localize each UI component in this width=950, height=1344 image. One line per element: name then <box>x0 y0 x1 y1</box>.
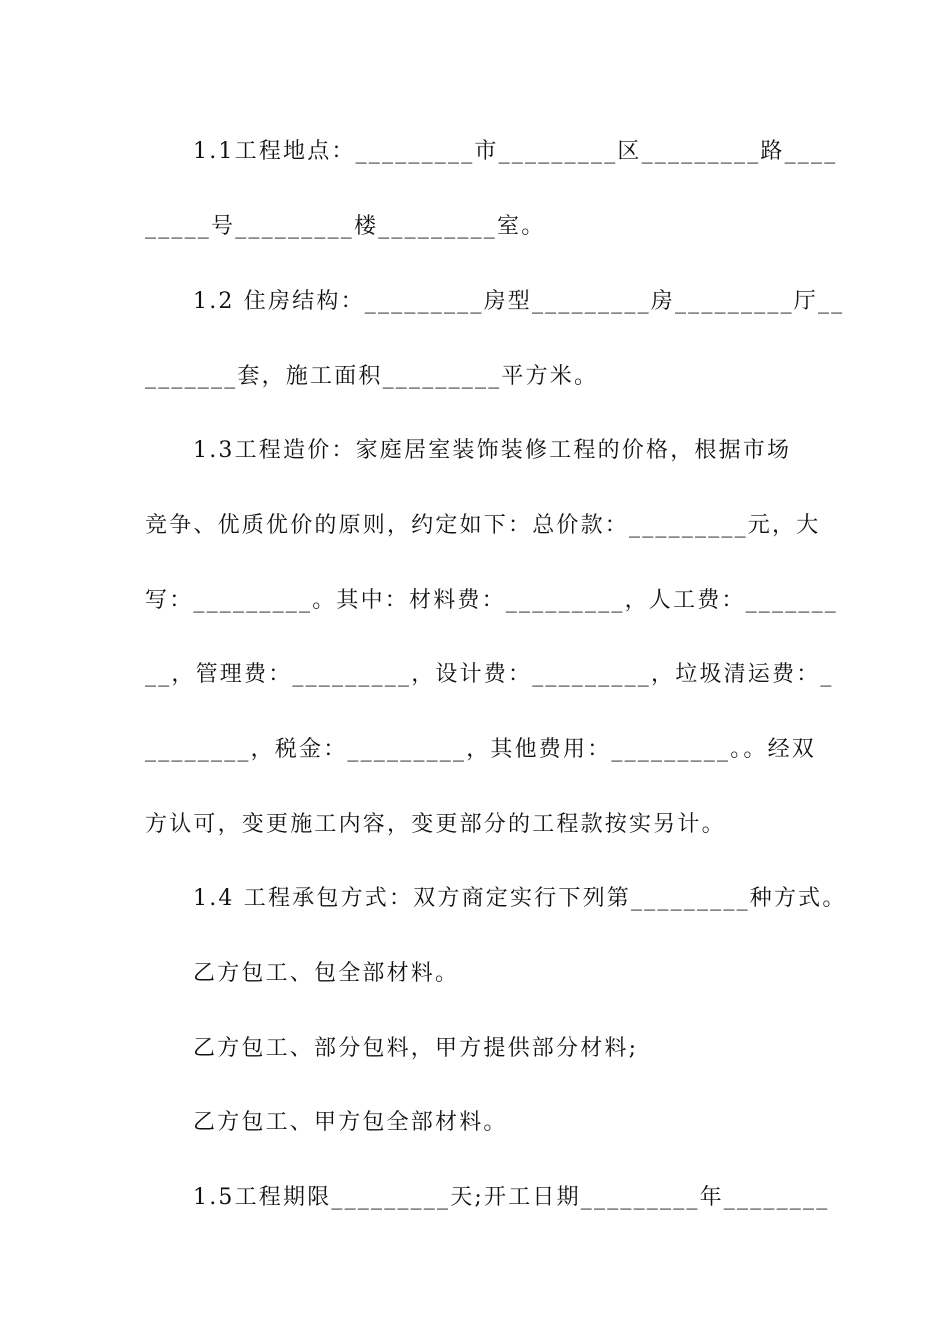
option-3: 乙方包工、甲方包全部材料。 <box>193 1110 508 1135</box>
clause-1-5-line-1: 1.5工程期限_________天;开工日期_________年________ <box>193 1185 830 1210</box>
clause-1-2-line-2: _______套，施工面积_________平方米。 <box>145 364 599 389</box>
clause-1-3-line-3: 写：_________。其中：材料费：_________，人工费：_______ <box>145 588 839 613</box>
clause-1-3-line-5: ________，税金：_________，其他费用：_________。。经双 <box>145 737 817 762</box>
clause-1-3-line-4: __，管理费：_________，设计费：_________，垃圾清运费：_ <box>145 662 834 687</box>
clause-1-2-line-1: 1.2 住房结构：_________房型_________房_________厅__ <box>193 289 845 314</box>
option-1: 乙方包工、包全部材料。 <box>193 961 460 986</box>
clause-1-4-line-1: 1.4 工程承包方式：双方商定实行下列第_________种方式。 <box>193 886 847 911</box>
clause-1-1-line-2: _____号_________楼_________室。 <box>145 214 546 239</box>
clause-1-3-line-6: 方认可，变更施工内容，变更部分的工程款按实另计。 <box>145 812 726 837</box>
clause-1-3-line-1: 1.3工程造价：家庭居室装饰装修工程的价格，根据市场 <box>193 438 792 463</box>
clause-1-1-line-1: 1.1工程地点：_________市_________区_________路____ <box>193 139 838 164</box>
clause-1-3-line-2: 竞争、优质优价的原则，约定如下：总价款：_________元，大 <box>145 513 821 538</box>
option-2: 乙方包工、部分包料，甲方提供部分材料; <box>193 1036 639 1061</box>
